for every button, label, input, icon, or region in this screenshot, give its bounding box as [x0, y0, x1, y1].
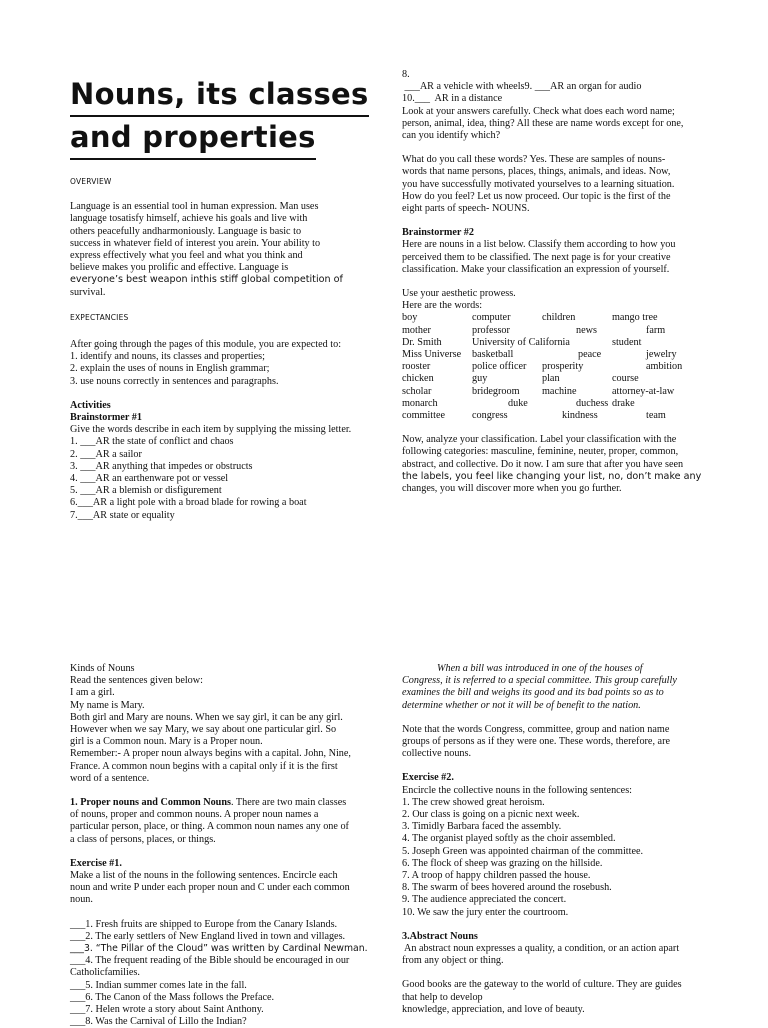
word-cell: jewelry — [646, 349, 677, 361]
word-cell: bridegroom — [472, 385, 520, 397]
word-cell: monarch — [402, 397, 438, 409]
example-italic-line: examines the bill and weighs its good and its bad points so as to — [402, 687, 664, 699]
explanation-line: eight parts of speech- NOUNS. — [402, 203, 530, 215]
explanation-line: What do you call these words? Yes. These are samples of nouns- — [402, 154, 666, 166]
exercise1-item: ___5. Indian summer comes late in the fall. — [70, 979, 247, 991]
analysis-alt-line: the labels, you feel like changing your list, no, don’t make any — [402, 470, 702, 482]
word-cell: prosperity — [542, 361, 584, 373]
explanation-line: How do you feel? Let us now proceed. Our topic is the first of the — [402, 190, 671, 202]
expectancies-line: 3. use nouns correctly in sentences and paragraphs. — [70, 375, 279, 387]
overview-heading: OVERVIEW — [70, 177, 112, 186]
word-cell: ambition — [646, 361, 683, 373]
example-italic-line: Congress, it is referred to a special committee. This group carefully — [402, 675, 677, 687]
words-intro-line: Use your aesthetic prowess. — [402, 288, 516, 300]
analysis-line: Now, analyze your classification. Label your classification with the — [402, 434, 677, 446]
overview-line: believe makes you prolific and effective. Language is — [70, 262, 289, 274]
exercise1-item: ___3. “The Pillar of the Cloud” was written by Cardinal Newman. — [70, 943, 368, 955]
answer-line: ___AR a vehicle with wheels9. ___AR an organ for audio — [402, 81, 642, 93]
word-cell: team — [646, 410, 666, 422]
word-cell: machine — [542, 385, 577, 397]
exercise1-line: noun. — [70, 894, 93, 906]
abstract-line: An abstract noun expresses a quality, a condition, or an action apart — [402, 943, 680, 955]
exercise1-item: ___1. Fresh fruits are shipped to Europe from the Canary Islands. — [70, 918, 338, 930]
word-cell: basketball — [472, 349, 514, 361]
word-cell: attorney-at-law — [612, 385, 675, 397]
word-cell: news — [576, 324, 597, 336]
books-line: Good books are the gateway to the world of culture. They are guides — [402, 979, 682, 991]
brainstormer2-line: classification. Make your classification an expression of yourself. — [402, 263, 670, 275]
brainstormer1-line: 7.___AR state or equality — [70, 509, 175, 521]
overview-line: survival. — [70, 286, 106, 298]
abstract-heading: 3.Abstract Nouns — [402, 930, 478, 942]
expectancies-heading: EXPECTANCIES — [70, 312, 129, 322]
note-line: collective nouns. — [402, 748, 472, 760]
explanation-line: words that name persons, places, things, animals, and ideas. Now, — [402, 166, 671, 178]
right-top-column — [402, 69, 712, 495]
books-line: knowledge, appreciation, and love of beauty. — [402, 1003, 585, 1015]
word-cell: mother — [402, 324, 431, 336]
proper-common-heading: 1. Proper nouns and Common Nouns — [70, 797, 231, 809]
brainstormer1-heading: Brainstormer #1 — [70, 412, 142, 424]
answer-line: 10.___ AR in a distance — [402, 93, 503, 105]
word-cell: Dr. Smith — [402, 336, 442, 348]
word-cell: peace — [578, 349, 602, 361]
expectancies-line: After going through the pages of this module, you are expected to: — [70, 339, 342, 351]
proper-common-text: . There are two main classes — [230, 797, 347, 809]
proper-common-line — [70, 797, 380, 809]
word-cell: student — [612, 336, 642, 348]
brainstormer1-line: 3. ___AR anything that impedes or obstructs — [70, 460, 253, 472]
brainstormer1-line: 1. ___AR the state of conflict and chaos — [70, 436, 234, 448]
exercise1-heading: Exercise #1. — [70, 857, 122, 869]
word-row — [402, 361, 712, 373]
books-line: that help to develop — [402, 991, 483, 1003]
proper-common-line: a class of persons, places, or things. — [70, 833, 216, 845]
word-list-table — [402, 312, 712, 422]
answer-line: can you identify which? — [402, 130, 501, 142]
title-line-1: Nouns, its classes — [70, 74, 369, 117]
word-cell: plan — [542, 373, 560, 385]
right-bottom-column — [402, 663, 714, 1016]
word-cell: Miss Universe — [402, 349, 462, 361]
word-cell: duchess — [576, 397, 609, 409]
word-cell: computer — [472, 312, 511, 324]
word-row — [402, 410, 712, 422]
exercise2-line: 6. The flock of sheep was grazing on the hillside. — [402, 857, 603, 869]
page-title — [70, 74, 370, 160]
word-row — [402, 386, 712, 398]
brainstormer2-heading: Brainstormer #2 — [402, 227, 474, 239]
kinds-heading: Kinds of Nouns — [70, 663, 135, 674]
exercise1-line: Make a list of the nouns in the following sentences. Encircle each — [70, 870, 338, 882]
overview-line: others peacefully andharmoniously. Language is basic to — [70, 225, 302, 237]
word-cell: committee — [402, 410, 445, 422]
exercise1-item: ___2. The early settlers of New England lived in town and villages. — [70, 930, 346, 942]
word-row — [402, 373, 712, 385]
kinds-line: Remember:- A proper noun always begins with a capital. John, Nine, — [70, 748, 351, 760]
word-row — [402, 325, 712, 337]
expectancies-line: 2. explain the uses of nouns in English grammar; — [70, 363, 270, 375]
word-cell: police officer — [472, 361, 527, 373]
exercise2-line: 9. The audience appreciated the concert. — [402, 894, 567, 906]
word-cell: rooster — [402, 361, 431, 373]
analysis-line: following categories: masculine, feminine, neuter, proper, common, — [402, 446, 679, 458]
left-bottom-column — [70, 663, 380, 1028]
kinds-line: My name is Mary. — [70, 699, 145, 711]
exercise2-line: 8. The swarm of bees hovered around the rosebush. — [402, 882, 612, 894]
example-italic-line: determine whether or not it will be of benefit to the nation. — [402, 699, 641, 711]
word-cell: mango tree — [612, 312, 658, 324]
overview-line: language tosatisfy himself, achieve his goals and live with — [70, 213, 308, 225]
kinds-line: Both girl and Mary are nouns. When we say girl, it can be any girl. — [70, 711, 343, 723]
brainstormer1-line: 4. ___AR an earthenware pot or vessel — [70, 473, 229, 485]
proper-common-line: particular person, place, or thing. A common noun names any one of — [70, 821, 349, 833]
exercise1-item: Catholicfamilies. — [70, 967, 140, 979]
note-line: groups of persons as if they were one. These words, therefore, are — [402, 736, 670, 748]
word-row — [402, 337, 712, 349]
note-line: Note that the words Congress, committee, group and nation name — [402, 723, 670, 735]
brainstormer1-line: 5. ___AR a blemish or disfigurement — [70, 485, 222, 497]
exercise1-item: ___6. The Canon of the Mass follows the Preface. — [70, 991, 275, 1003]
exercise2-line: 1. The crew showed great heroism. — [402, 796, 545, 808]
kinds-line: France. A common noun begins with a capital only if it is the first — [70, 760, 338, 772]
word-cell: chicken — [402, 373, 434, 385]
brainstormer2-line: Here are nouns in a list below. Classify them according to how you — [402, 239, 676, 251]
word-cell: children — [542, 312, 576, 324]
exercise1-item: ___8. Was the Carnival of Lillo the Indian? — [70, 1016, 247, 1028]
explanation-line: you have successfully motivated yourselves to a learning situation. — [402, 178, 675, 190]
overview-line: Language is an essential tool in human expression. Man uses — [70, 201, 319, 213]
word-cell: congress — [472, 410, 508, 422]
analysis-line: changes, you will discover more when you go further. — [402, 483, 622, 495]
word-cell: kindness — [562, 410, 598, 422]
expectancies-line: 1. identify and nouns, its classes and properties; — [70, 351, 265, 363]
activities-heading: Activities — [70, 399, 111, 411]
answer-line: Look at your answers carefully. Check what does each word name; — [402, 105, 675, 117]
answer-line: person, animal, idea, thing? All these are name words except for one, — [402, 117, 684, 129]
left-top-column — [70, 74, 370, 522]
overview-alt-line: everyone’s best weapon inthis stiff global competition of — [70, 274, 343, 286]
word-cell: scholar — [402, 385, 432, 397]
word-row — [402, 398, 712, 410]
kinds-line: However when we say Mary, we say about one particular girl. So — [70, 724, 337, 736]
exercise1-item: ___4. The frequent reading of the Bible should be encouraged in our — [70, 955, 350, 967]
word-cell: University of California — [472, 336, 570, 348]
exercise2-line: Encircle the collective nouns in the following sentences: — [402, 784, 632, 796]
exercise2-heading: Exercise #2. — [402, 772, 454, 784]
word-cell: drake — [612, 397, 635, 409]
exercise1-item: ___7. Helen wrote a story about Saint Anthony. — [70, 1004, 264, 1016]
words-intro-line: Here are the words: — [402, 300, 483, 312]
exercise2-line: 10. We saw the jury enter the courtroom. — [402, 906, 569, 918]
overview-line: success in whatever field of interest you arein. Your ability to — [70, 237, 321, 249]
word-cell: guy — [472, 373, 488, 385]
word-cell: boy — [402, 312, 418, 324]
proper-common-line: of nouns, proper and common nouns. A proper noun names a — [70, 809, 319, 821]
brainstormer1-line: Give the words describe in each item by supplying the missing letter. — [70, 424, 352, 436]
answer-line: 8. — [402, 69, 410, 80]
exercise2-line: 5. Joseph Green was appointed chairman of the committee. — [402, 845, 644, 857]
word-cell: duke — [508, 397, 528, 409]
brainstormer1-line: 2. ___AR a sailor — [70, 448, 142, 460]
brainstormer1-line: 6.___AR a light pole with a broad blade for rowing a boat — [70, 497, 307, 509]
overview-line: express effectively what you feel and what you think and — [70, 250, 303, 262]
word-cell: farm — [646, 324, 666, 336]
word-row — [402, 349, 712, 361]
title-line-2: and properties — [70, 117, 316, 160]
exercise2-line: 3. Timidly Barbara faced the assembly. — [402, 821, 562, 833]
analysis-line: abstract, and collective. Do it now. I am sure that after you have seen — [402, 458, 684, 470]
word-row — [402, 312, 712, 324]
exercise2-line: 4. The organist played softly as the choir assembled. — [402, 833, 616, 845]
brainstormer2-line: perceived them to be classified. The next page is for your creative — [402, 251, 671, 263]
kinds-line: Read the sentences given below: — [70, 675, 203, 687]
abstract-line: from any object or thing. — [402, 955, 504, 967]
word-cell: professor — [472, 324, 510, 336]
exercise2-line: 2. Our class is going on a picnic next week. — [402, 809, 580, 821]
kinds-line: word of a sentence. — [70, 772, 150, 784]
exercise2-line: 7. A troop of happy children passed the house. — [402, 870, 591, 882]
example-italic-line: When a bill was introduced in one of the houses of — [437, 663, 643, 674]
exercise1-line: noun and write P under each proper noun and C under each common — [70, 882, 350, 894]
kinds-line: girl is a Common noun. Mary is a Proper noun. — [70, 736, 263, 748]
word-cell: course — [612, 373, 639, 385]
kinds-line: I am a girl. — [70, 687, 115, 699]
